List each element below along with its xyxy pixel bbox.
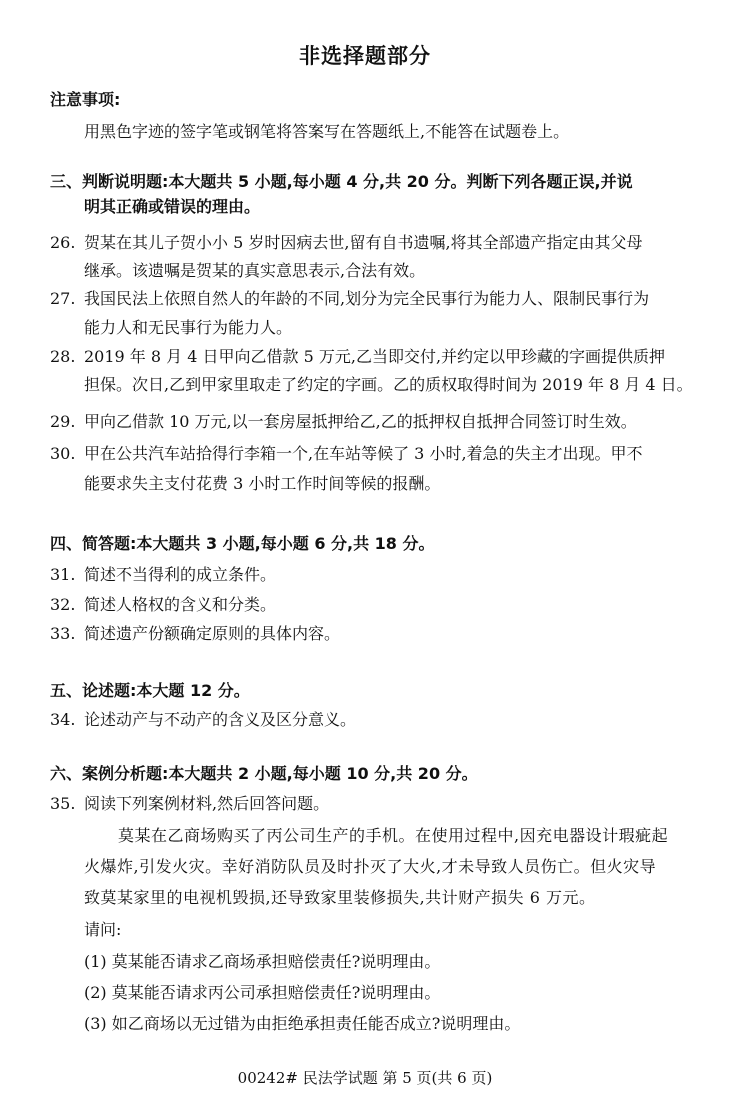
page-title: 非选择题部分: [299, 44, 431, 68]
page-footer: 00242# 民法学试题 第 5 页(共 6 页): [237, 1069, 493, 1087]
sub-question-2: (2) 莫某能否请求丙公司承担赔偿责任?说明理由。: [84, 983, 441, 1002]
notice-label: 注意事项:: [50, 90, 121, 109]
question-text: 论述动产与不动产的含义及区分意义。: [84, 710, 357, 729]
question-text: 甲向乙借款 10 万元,以一套房屋抵押给乙,乙的抵押权自抵押合同签订时生效。: [84, 412, 637, 431]
section3-heading: 三、判断说明题:本大题共 5 小题,每小题 4 分,共 20 分。判断下列各题正误,并说: [50, 172, 633, 191]
sub-question-3: (3) 如乙商场以无过错为由拒绝承担责任能否成立?说明理由。: [84, 1014, 521, 1033]
question-31: [50, 565, 276, 585]
question-number: 26.: [50, 233, 76, 252]
question-text: 2019 年 8 月 4 日甲向乙借款 5 万元,乙当即交付,并约定以甲珍藏的字画提供质押: [84, 347, 666, 366]
case-ask-label: 请问:: [84, 920, 122, 939]
question-26: [50, 233, 643, 253]
question-text: 贺某在其儿子贺小小 5 岁时因病去世,留有自书遗嘱,将其全部遗产指定由其父母: [84, 233, 643, 252]
question-text: 简述人格权的含义和分类。: [84, 595, 277, 614]
section5-heading: 五、论述题:本大题 12 分。: [50, 681, 250, 700]
question-33: [50, 624, 340, 644]
question-number: 29.: [50, 412, 76, 431]
section6-heading: 六、案例分析题:本大题共 2 小题,每小题 10 分,共 20 分。: [50, 764, 478, 783]
question-number: 27.: [50, 289, 76, 308]
question-text: 阅读下列案例材料,然后回答问题。: [84, 794, 330, 813]
question-30: [50, 444, 643, 464]
notice-text: 用黑色字迹的签字笔或钢笔将答案写在答题纸上,不能答在试题卷上。: [84, 122, 570, 141]
question-29: [50, 412, 637, 432]
sub-question-1: (1) 莫某能否请求乙商场承担赔偿责任?说明理由。: [84, 952, 441, 971]
question-27-cont: 能力人和无民事行为能力人。: [84, 318, 293, 337]
question-30-cont: 能要求失主支付花费 3 小时工作时间等候的报酬。: [84, 474, 441, 493]
case-paragraph-line-1: 莫某在乙商场购买了丙公司生产的手机。在使用过程中,因充电器设计瑕疵起: [118, 826, 669, 845]
question-number: 33.: [50, 624, 76, 643]
question-32: [50, 595, 276, 615]
question-text: 简述遗产份额确定原则的具体内容。: [84, 624, 341, 643]
question-27: [50, 289, 649, 309]
section3-heading-cont: 明其正确或错误的理由。: [84, 197, 261, 216]
question-26-cont: 继承。该遗嘱是贺某的真实意思表示,合法有效。: [84, 261, 426, 280]
question-28: [50, 347, 665, 367]
question-text: 简述不当得利的成立条件。: [84, 565, 277, 584]
question-34: [50, 710, 356, 730]
case-paragraph-line-3: 致莫某家里的电视机毁损,还导致家里装修损失,共计财产损失 6 万元。: [84, 888, 596, 907]
question-number: 35.: [50, 794, 76, 813]
question-number: 32.: [50, 595, 76, 614]
question-text: 我国民法上依照自然人的年龄的不同,划分为完全民事行为能力人、限制民事行为: [84, 289, 650, 308]
case-paragraph-line-2: 火爆炸,引发火灾。幸好消防队员及时扑灭了大火,才未导致人员伤亡。但火灾导: [84, 857, 657, 876]
question-number: 30.: [50, 444, 76, 463]
question-number: 31.: [50, 565, 76, 584]
question-number: 34.: [50, 710, 76, 729]
question-text: 甲在公共汽车站拾得行李箱一个,在车站等候了 3 小时,着急的失主才出现。甲不: [84, 444, 643, 463]
question-number: 28.: [50, 347, 76, 366]
question-35: [50, 794, 329, 814]
section4-heading: 四、简答题:本大题共 3 小题,每小题 6 分,共 18 分。: [50, 534, 435, 553]
question-28-cont: 担保。次日,乙到甲家里取走了约定的字画。乙的质权取得时间为 2019 年 8 月 4 日。: [84, 375, 693, 394]
